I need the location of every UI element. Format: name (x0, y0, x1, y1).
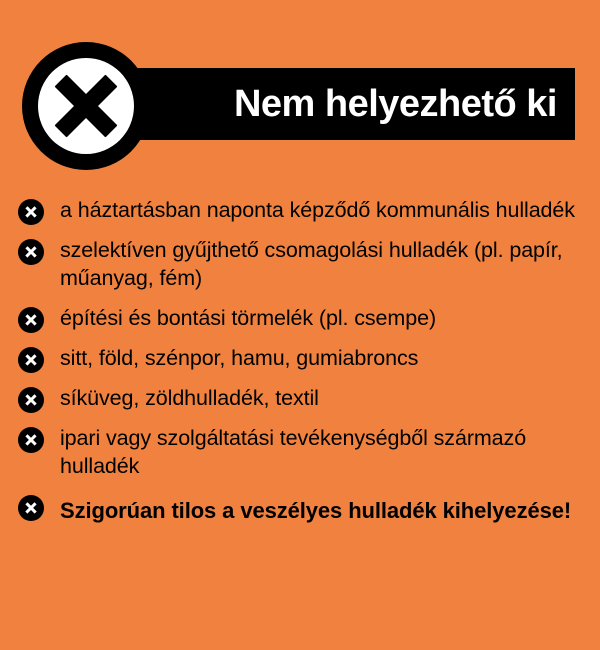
list-item (0, 344, 600, 373)
list-item-label: építési és bontási törmelék (pl. csempe) (60, 305, 436, 330)
list-item-label: Szigorúan tilos a veszélyes hulladék kihelyezése! (60, 497, 572, 523)
x-circle-bullet-icon (18, 307, 44, 333)
x-circle-bullet-icon (18, 387, 44, 413)
list-item (0, 304, 600, 333)
page-title: Nem helyezhető ki (233, 83, 557, 125)
x-circle-bullet-icon (18, 347, 44, 373)
list-item-label: ipari vagy szolgáltatási tevékenységből származó hulladék (60, 425, 527, 479)
x-circle-bullet-icon (18, 495, 44, 521)
list-item-label: sitt, föld, szénpor, hamu, gumiabroncs (60, 345, 419, 370)
poster-header (0, 30, 600, 175)
list-item-label: szelektíven gyűjthető csomagolási hulladék (pl. papír, műanyag, fém) (60, 238, 563, 291)
x-circle-icon (22, 42, 150, 170)
list-item-label: a háztartásban naponta képződő kommunális hulladék (60, 198, 575, 222)
list-item (0, 236, 600, 293)
list-item (0, 492, 600, 531)
list-item (0, 196, 600, 225)
x-circle-icon-inner (38, 58, 134, 154)
x-circle-bullet-icon (18, 427, 44, 453)
x-circle-bullet-icon (18, 239, 44, 265)
list-item (0, 384, 600, 413)
list-item (0, 424, 600, 481)
prohibited-items-list (0, 196, 600, 541)
header-title-bar (95, 68, 575, 140)
list-item-label: síküveg, zöldhulladék, textil (60, 385, 319, 410)
x-circle-bullet-icon (18, 199, 44, 225)
